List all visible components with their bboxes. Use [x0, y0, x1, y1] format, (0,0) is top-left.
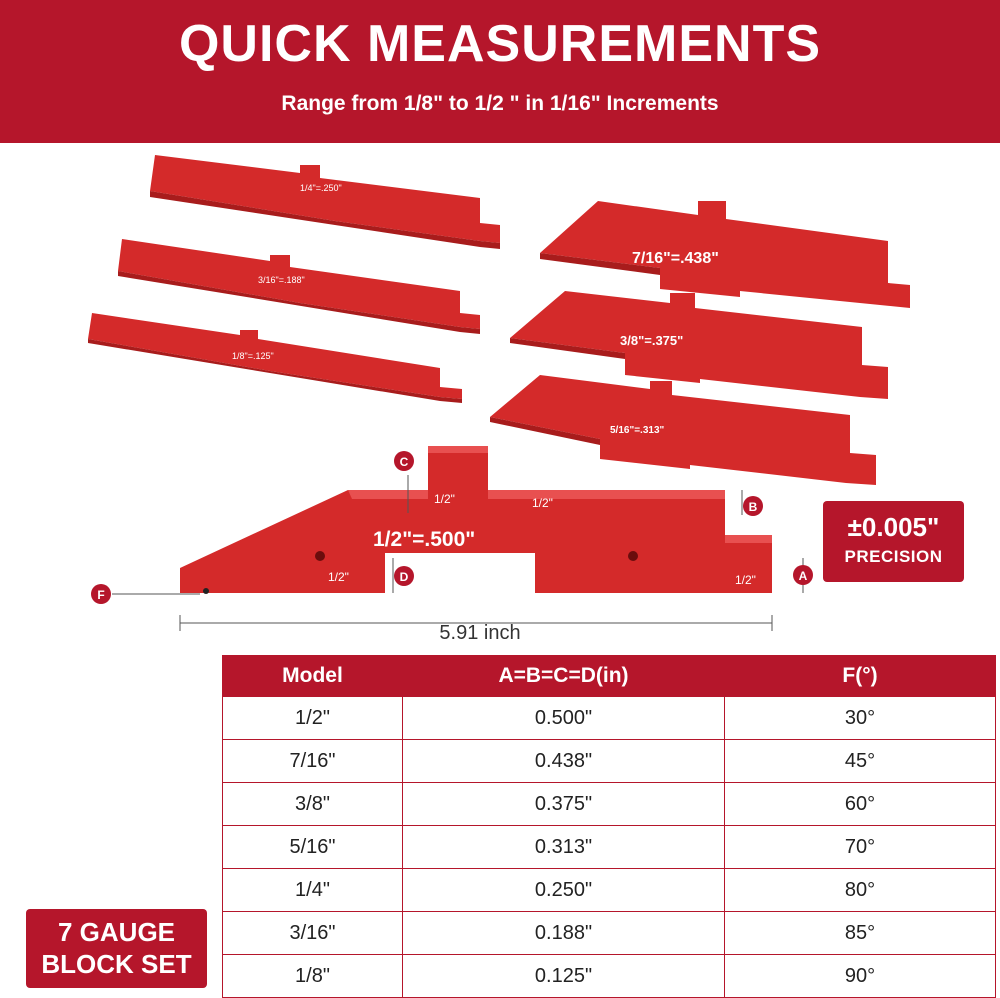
cell-angle: 60° — [725, 783, 996, 826]
cell-angle: 70° — [725, 826, 996, 869]
table-row — [223, 740, 996, 783]
table-row — [223, 783, 996, 826]
table-row — [223, 697, 996, 740]
callout-f — [91, 584, 111, 604]
set-badge-line2: BLOCK SET — [41, 949, 192, 979]
cell-dimension: 0.438" — [403, 740, 725, 783]
gauge-label-1-8: 1/8"=.125" — [232, 351, 274, 361]
spec-table — [222, 655, 996, 998]
cell-model: 3/16" — [223, 912, 403, 955]
cell-model: 1/4" — [223, 869, 403, 912]
gauge-label-7-16: 7/16"=.438" — [632, 250, 719, 267]
cell-model: 1/8" — [223, 955, 403, 998]
cell-model: 7/16" — [223, 740, 403, 783]
set-badge-line1: 7 GAUGE — [57, 917, 176, 947]
cell-dimension: 0.125" — [403, 955, 725, 998]
svg-text:D: D — [399, 570, 409, 584]
gauge-label-1-4: 1/4"=.250" — [300, 183, 342, 193]
callout-d — [394, 566, 414, 586]
table-row — [223, 912, 996, 955]
page-subtitle: Range from 1/8" to 1/2 " in 1/16" Increments — [281, 92, 719, 115]
cell-dimension: 0.188" — [403, 912, 725, 955]
header-banner — [0, 0, 1000, 143]
cell-angle: 30° — [725, 697, 996, 740]
svg-text:F: F — [97, 588, 105, 602]
callout-b — [743, 496, 763, 516]
cell-angle: 85° — [725, 912, 996, 955]
gauge-block-7-16 — [540, 201, 910, 308]
callout-c — [394, 451, 414, 471]
svg-text:C: C — [399, 455, 409, 469]
main-block-size-b: 1/2" — [532, 496, 553, 510]
cell-dimension: 0.250" — [403, 869, 725, 912]
svg-text:B: B — [748, 500, 758, 514]
length-dimension-label: 5.91 inch — [439, 622, 521, 644]
table-row — [223, 955, 996, 998]
gauge-block-3-16 — [118, 239, 480, 334]
main-block-size-a: 1/2" — [735, 573, 756, 587]
cell-dimension: 0.375" — [403, 783, 725, 826]
cell-dimension: 0.313" — [403, 826, 725, 869]
column-header-model: Model — [223, 656, 403, 697]
svg-text:A: A — [798, 569, 808, 583]
gauge-label-3-8: 3/8"=.375" — [620, 333, 684, 348]
main-block-size-d: 1/2" — [328, 570, 349, 584]
cell-model: 3/8" — [223, 783, 403, 826]
gauge-block-1-4 — [150, 155, 500, 249]
callout-a — [793, 565, 813, 585]
column-header-angle: F(°) — [725, 656, 996, 697]
page-title: QUICK MEASUREMENTS — [178, 15, 822, 73]
table-row — [223, 869, 996, 912]
cell-dimension: 0.500" — [403, 697, 725, 740]
gauge-label-3-16: 3/16"=.188" — [258, 275, 305, 285]
table-header-row — [223, 656, 996, 697]
column-header-dimension: A=B=C=D(in) — [403, 656, 725, 697]
gauge-block-1-8 — [88, 313, 462, 403]
cell-model: 1/2" — [223, 697, 403, 740]
precision-value: ±0.005" — [847, 512, 940, 542]
gauge-label-5-16: 5/16"=.313" — [610, 425, 665, 436]
precision-badge — [823, 501, 964, 582]
cell-angle: 80° — [725, 869, 996, 912]
main-block-size-c: 1/2" — [434, 492, 455, 506]
main-block-marking: 1/2"=.500" — [373, 528, 476, 551]
set-badge — [26, 909, 207, 988]
cell-angle: 90° — [725, 955, 996, 998]
table-row — [223, 826, 996, 869]
cell-model: 5/16" — [223, 826, 403, 869]
cell-angle: 45° — [725, 740, 996, 783]
precision-label: PRECISION — [844, 547, 943, 566]
